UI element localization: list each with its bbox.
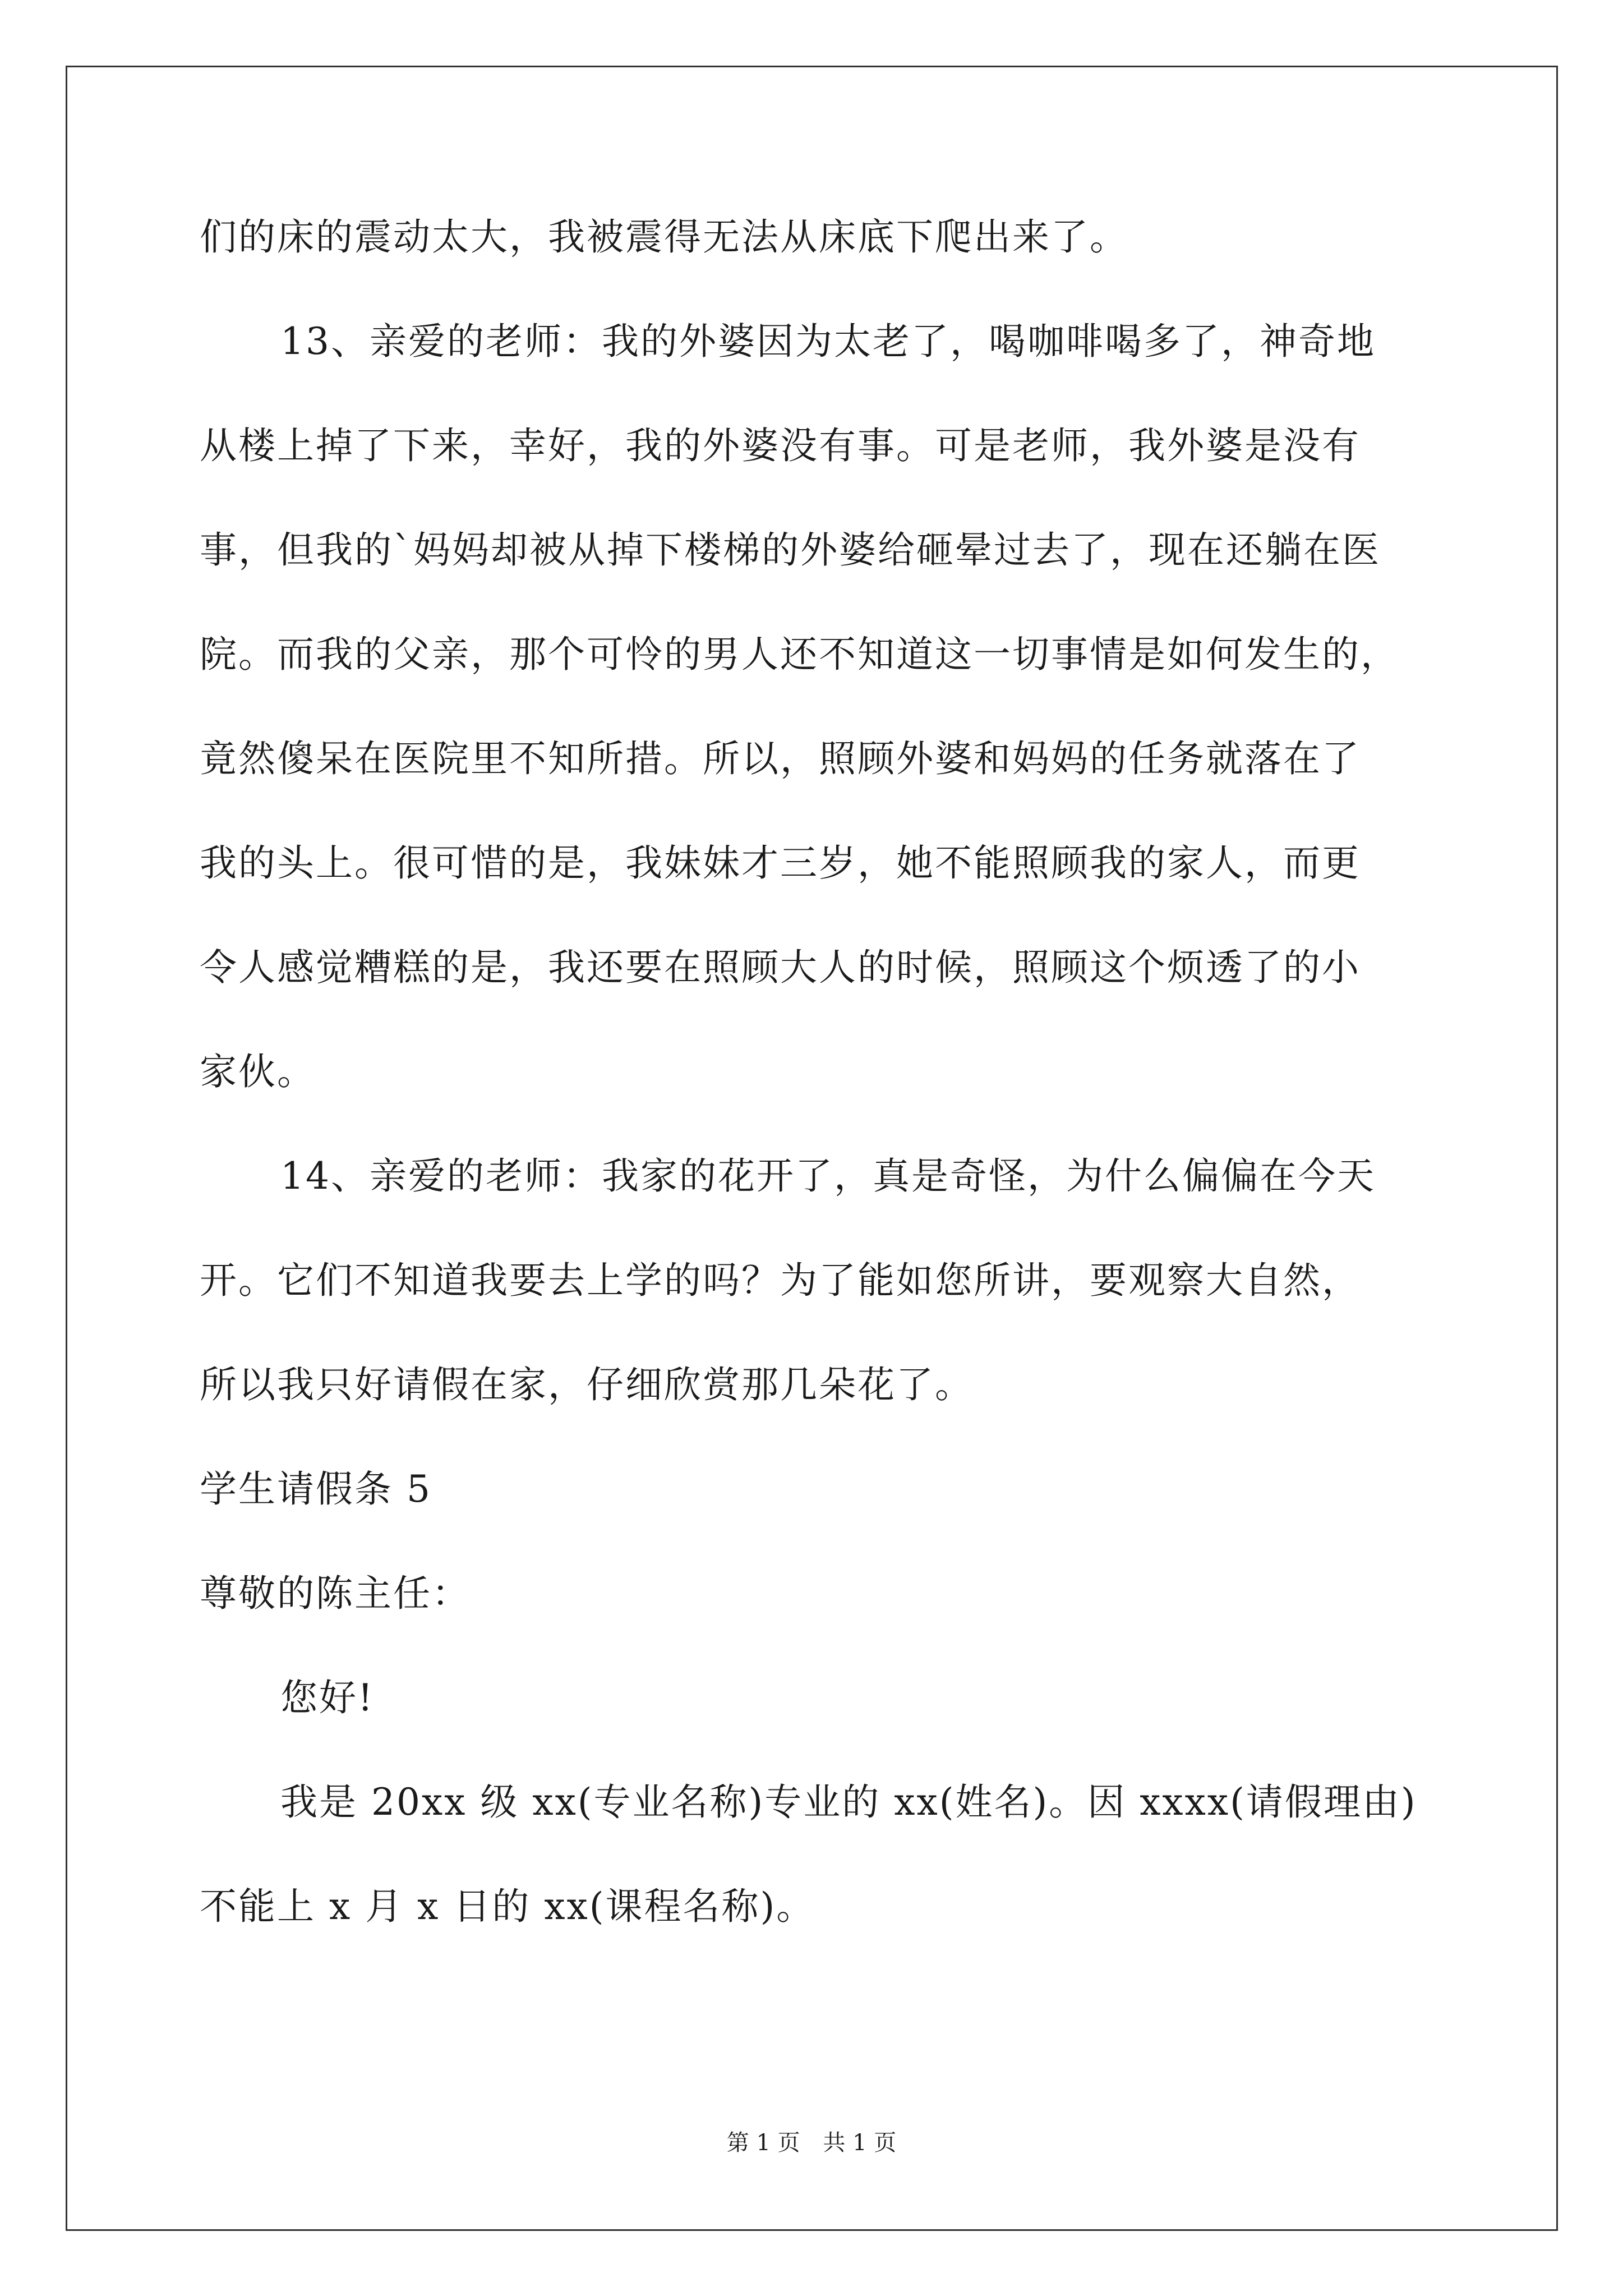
paragraph-line: 们的床的震动太大，我被震得无法从床底下爬出来了。 — [200, 215, 1128, 259]
paragraph-line: 不能上 x 月 x 日的 xx(课程名称)。 — [200, 1885, 815, 1928]
paragraph-line: 我的头上。很可惜的是，我妹妹才三岁，她不能照顾我的家人，而更 — [200, 841, 1361, 885]
page-number: 第 1 页 — [726, 2130, 800, 2156]
paragraph-line: 14、亲爱的老师：我家的花开了，真是奇怪，为什么偏偏在今天 — [280, 1154, 1376, 1198]
paragraph-line: 13、亲爱的老师：我的外婆因为太老了，喝咖啡喝多了，神奇地 — [280, 320, 1376, 363]
greeting: 您好! — [280, 1676, 375, 1719]
paragraph-line: 院。而我的父亲，那个可怜的男人还不知道这一切事情是如何发生的， — [200, 633, 1399, 676]
page-footer — [0, 2126, 1623, 2160]
section-heading: 学生请假条 5 — [200, 1467, 432, 1511]
paragraph-line: 从楼上掉了下来，幸好，我的外婆没有事。可是老师，我外婆是没有 — [200, 424, 1361, 467]
paragraph-line: 我是 20xx 级 xx(专业名称)专业的 xx(姓名)。因 xxxx(请假理由) — [280, 1780, 1417, 1824]
paragraph-line: 开。它们不知道我要去上学的吗？为了能如您所讲，要观察大自然， — [200, 1259, 1361, 1302]
paragraph-line: 令人感觉糟糕的是，我还要在照顾大人的时候，照顾这个烦透了的小 — [200, 946, 1361, 989]
paragraph-line: 事，但我的`妈妈却被从掉下楼梯的外婆给砸晕过去了，现在还躺在医 — [200, 528, 1381, 572]
paragraph-line: 所以我只好请假在家，仔细欣赏那几朵花了。 — [200, 1363, 974, 1406]
salutation: 尊敬的陈主任： — [200, 1572, 471, 1615]
paragraph-line: 竟然傻呆在医院里不知所措。所以，照顾外婆和妈妈的任务就落在了 — [200, 737, 1361, 780]
page-total: 共 1 页 — [823, 2130, 897, 2156]
paragraph-line: 家伙。 — [200, 1050, 316, 1093]
